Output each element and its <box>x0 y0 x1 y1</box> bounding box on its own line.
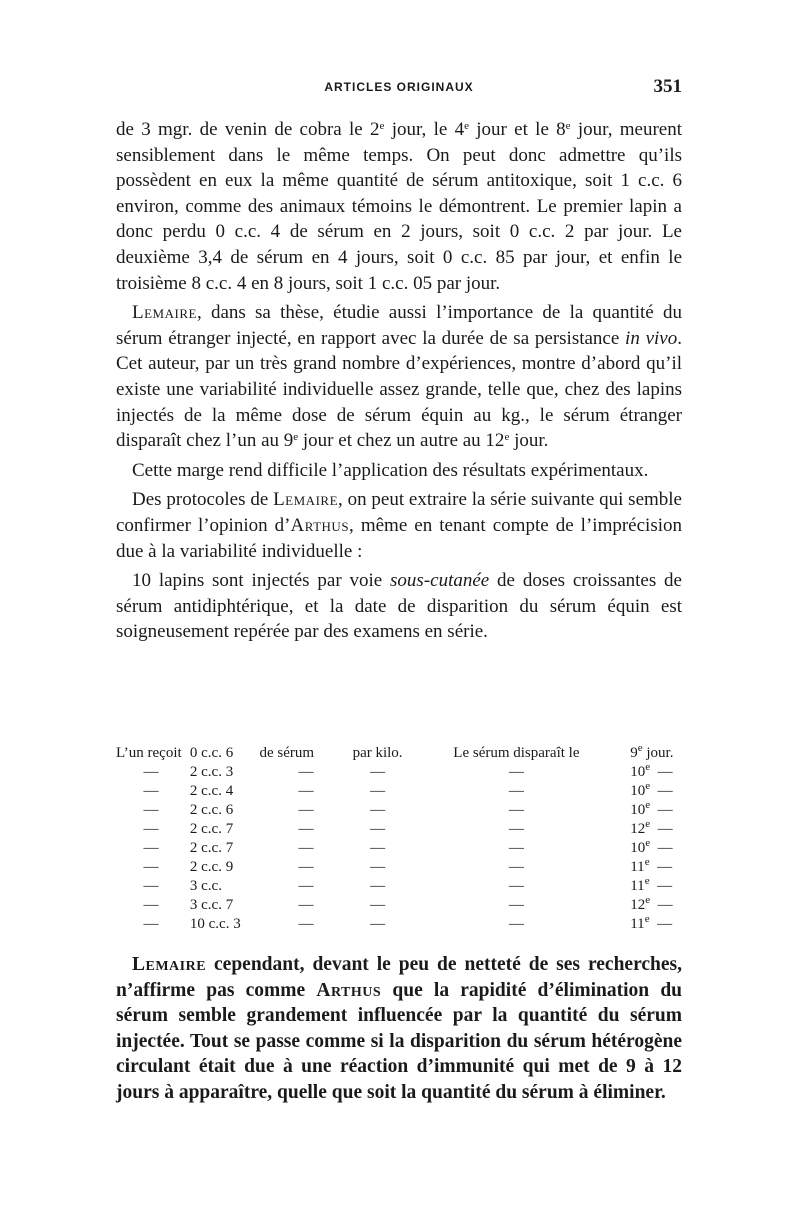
cell-dash: — <box>508 783 524 799</box>
dash: — <box>657 916 673 932</box>
table-row <box>116 839 686 858</box>
text-run: , on peut extraire la série suivante qui semble confirmer l’opinion d’ <box>116 489 682 536</box>
paragraph-3: Cette marge rend difficile l’application des résultats expérimentaux. <box>132 459 649 481</box>
cell-day <box>630 744 686 763</box>
cell-day <box>630 801 686 820</box>
cell-dash: — <box>370 878 386 894</box>
text-run: , même en tenant compte de l’imprécision due à la variabilité individuelle : <box>116 514 682 562</box>
superscript: e <box>293 431 299 444</box>
cell-dose: 0 c.c. 6 <box>189 745 234 761</box>
conclusion-paragraph <box>116 952 682 1106</box>
cell-dose: 2 c.c. 9 <box>189 859 234 875</box>
author-name: Lemaire <box>132 954 207 975</box>
text-run: jour, le 4 <box>384 119 465 140</box>
cell-dose: 2 c.c. 3 <box>189 764 234 780</box>
author-name: Lemaire <box>273 489 339 511</box>
cell-dash: — <box>143 859 159 875</box>
superscript: e <box>645 818 651 830</box>
day-number: 10 <box>630 783 646 799</box>
cell-dash: — <box>508 840 524 856</box>
cell-dose: 2 c.c. 7 <box>189 840 234 856</box>
day-number: 11 <box>630 878 645 894</box>
text-run: jour, meurent sensiblement dans le même temps. On peut donc admettre qu’ils possèdent en eux la même quantité de sérum antitoxique, soit 1 c.c. 6 environ, comme des animaux témoins le démontrent. Le premier lapin a donc perdu 0 c.c. 4 de sérum en 2 jours, soit 0 c.c. 2 par jour. Le deuxième 3,4 de sérum en 4 jours, soit 0 c.c. 85 par jour, et enfin le troisième 8 c.c. 4 en 8 jours, soit 1 c.c. 05 par jour. <box>116 119 682 294</box>
jour-word: jour. <box>646 745 674 761</box>
day-number: 12 <box>630 897 646 913</box>
superscript: e <box>645 799 651 811</box>
cell-dose: 10 c.c. 3 <box>189 916 241 932</box>
text-run: jour et le 8 <box>468 119 566 140</box>
superscript: e <box>644 913 650 925</box>
superscript: e <box>379 120 385 132</box>
table-row <box>116 782 686 801</box>
cell-lun: L’un reçoit <box>116 745 182 761</box>
text-run: , dans sa thèse, étudie aussi l’importance de la quantité du sérum étranger injecté, en rapport avec la durée de sa persistance <box>116 302 682 349</box>
running-title: ARTICLES ORIGINAUX <box>324 80 474 94</box>
table-row <box>116 820 686 839</box>
cell-day <box>630 782 686 801</box>
superscript: e <box>644 875 650 887</box>
text-run: que la rapidité d’élimination du sérum semble grandement influencée par la quantité du sérum injectée. Tout se passe comme si la disparition du sérum hétérogène circulant était due à une réaction d’immunité qui met de 9 à 12 jours à apparaître, quelle que soit la quantité du sérum à éliminer. <box>116 979 683 1103</box>
cell-dash: — <box>143 821 159 837</box>
running-head <box>116 76 682 98</box>
cell-day <box>630 915 686 934</box>
day-number: 11 <box>630 859 645 875</box>
text-run: Des protocoles de <box>132 489 274 511</box>
dash: — <box>657 821 673 837</box>
cell-dash: — <box>370 821 386 837</box>
dash: — <box>657 783 673 799</box>
text-run: de 3 mgr. de venin de cobra le 2 <box>116 119 380 140</box>
paragraph-5 <box>116 568 682 645</box>
dose-table <box>116 744 686 934</box>
day-number: 9 <box>630 745 638 761</box>
cell-dash: — <box>298 821 314 837</box>
cell-dash: — <box>143 878 159 894</box>
author-name: Lemaire <box>132 302 197 324</box>
cell-dash: — <box>508 821 524 837</box>
text-run: 10 lapins sont injectés par voie <box>132 570 391 592</box>
cell-day <box>630 896 686 915</box>
cell-dash: — <box>298 840 314 856</box>
cell-le-serum: Le sérum disparaît le <box>453 745 580 761</box>
day-number: 10 <box>630 802 646 818</box>
day-number: 11 <box>630 916 645 932</box>
text-run: . Cet auteur, par un très grand nombre d’expériences, montre d’abord qu’il existe une variabilité individuelle assez grande, telle que, chez des lapins injectés de la même dose de sérum équin au kg., le sérum étranger disparaît chez l’un au 9 <box>116 327 682 452</box>
cell-dash: — <box>508 859 524 875</box>
cell-dose: 2 c.c. 6 <box>189 802 234 818</box>
cell-dash: — <box>370 859 386 875</box>
table-row <box>116 763 686 782</box>
cell-dose: 3 c.c. 7 <box>189 897 234 913</box>
day-number: 12 <box>630 821 646 837</box>
cell-day <box>630 763 686 782</box>
cell-de-serum: de sérum <box>259 745 315 761</box>
table-row <box>116 877 686 896</box>
text-run: de doses croissantes de sérum antidiphtérique, et la date de disparition du sérum équin est soigneusement repérée par des examens en série. <box>116 570 682 643</box>
cell-day <box>630 839 686 858</box>
table-row <box>116 801 686 820</box>
cell-dash: — <box>370 840 386 856</box>
cell-day <box>630 877 686 896</box>
cell-dash: — <box>370 897 386 913</box>
table-row <box>116 915 686 934</box>
table-row <box>116 896 686 915</box>
cell-dash: — <box>143 916 159 932</box>
dash: — <box>657 764 673 780</box>
superscript: e <box>645 780 651 792</box>
table-row <box>116 858 686 877</box>
italic-term: in vivo <box>625 327 678 349</box>
cell-dose: 2 c.c. 7 <box>189 821 234 837</box>
superscript: e <box>565 120 571 132</box>
cell-dash: — <box>370 916 386 932</box>
cell-dash: — <box>298 764 314 780</box>
day-number: 10 <box>630 764 646 780</box>
dash: — <box>657 840 673 856</box>
table-row <box>116 744 686 763</box>
cell-dash: — <box>508 897 524 913</box>
superscript: e <box>504 431 510 444</box>
author-name: Arthus <box>316 979 382 1001</box>
dash: — <box>657 878 673 894</box>
superscript: e <box>464 120 469 132</box>
superscript: e <box>645 761 651 773</box>
cell-dash: — <box>370 783 386 799</box>
cell-dash: — <box>143 802 159 818</box>
cell-dash: — <box>143 783 159 799</box>
cell-dose: 2 c.c. 4 <box>189 783 234 799</box>
cell-day <box>630 820 686 839</box>
cell-dash: — <box>508 916 524 932</box>
paragraph-1 <box>116 117 682 296</box>
text-run: jour et chez un autre au 12 <box>298 430 505 452</box>
dash: — <box>657 859 673 875</box>
cell-dash: — <box>370 764 386 780</box>
superscript: e <box>645 837 651 849</box>
cell-day <box>630 858 686 877</box>
superscript: e <box>645 894 651 906</box>
author-name: Arthus <box>290 514 350 536</box>
text-run: jour. <box>509 430 549 452</box>
day-number: 10 <box>630 840 646 856</box>
italic-term: sous-cutanée <box>390 570 490 592</box>
superscript: e <box>644 856 650 868</box>
cell-dash: — <box>508 878 524 894</box>
cell-dash: — <box>143 764 159 780</box>
cell-dash: — <box>143 897 159 913</box>
cell-dash: — <box>298 859 314 875</box>
cell-dash: — <box>143 840 159 856</box>
text-run: cependant, devant le peu de netteté de ses recherches, n’affirme pas comme <box>116 954 682 1001</box>
paragraph-4 <box>116 487 682 564</box>
cell-dash: — <box>298 802 314 818</box>
paragraph-2 <box>116 300 682 454</box>
dash: — <box>657 802 673 818</box>
cell-dash: — <box>298 878 314 894</box>
superscript: e <box>637 742 643 754</box>
cell-dash: — <box>298 916 314 932</box>
body-text <box>116 117 682 649</box>
page-number: 351 <box>653 76 682 97</box>
cell-dash: — <box>298 897 314 913</box>
cell-dash: — <box>298 783 314 799</box>
cell-dash: — <box>508 764 524 780</box>
cell-dash: — <box>508 802 524 818</box>
dash: — <box>657 897 673 913</box>
cell-par-kilo: par kilo. <box>352 745 403 761</box>
cell-dose: 3 c.c. <box>189 878 222 894</box>
cell-dash: — <box>370 802 386 818</box>
